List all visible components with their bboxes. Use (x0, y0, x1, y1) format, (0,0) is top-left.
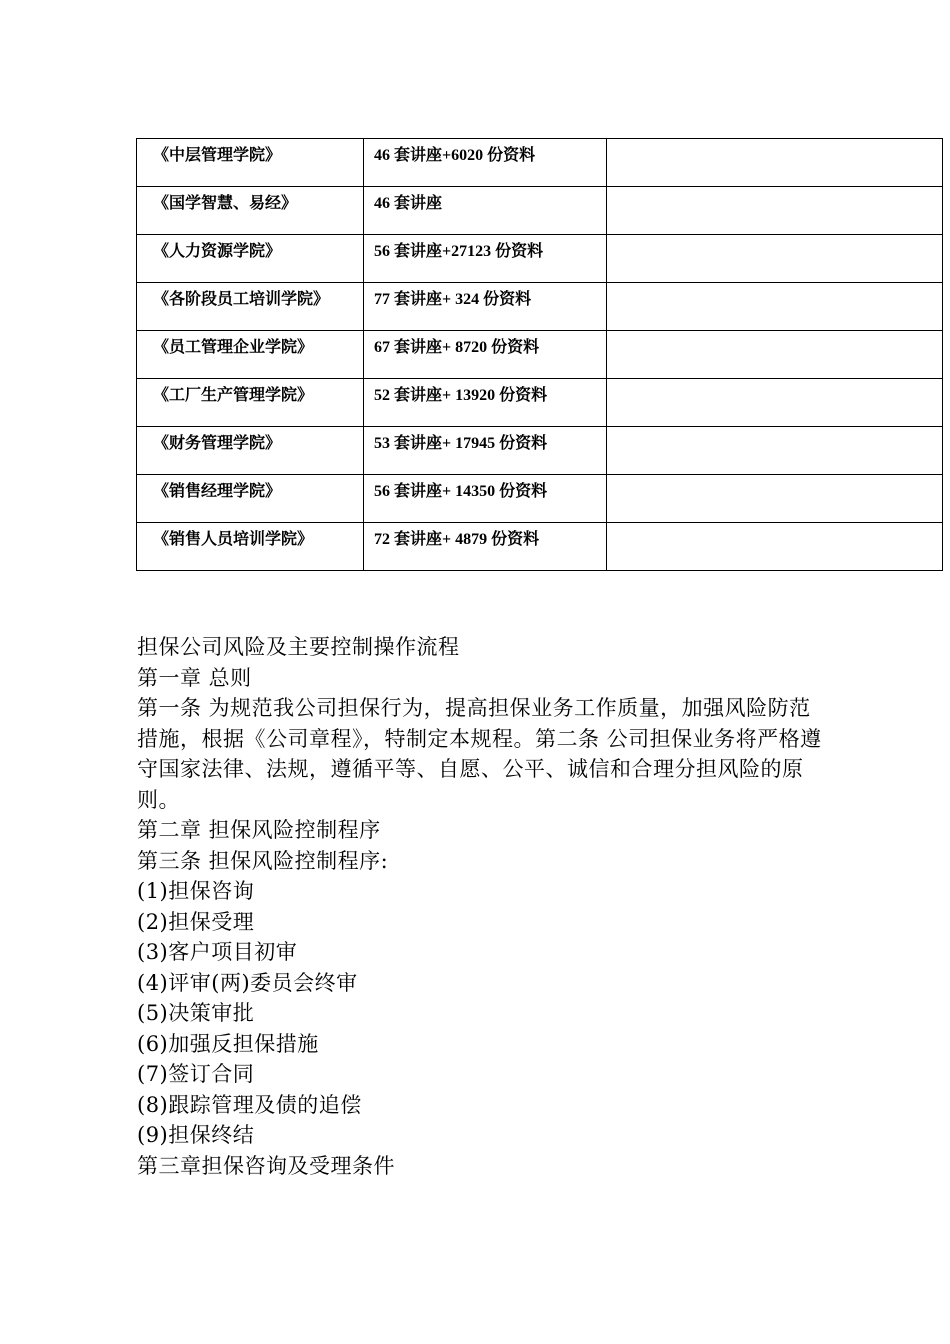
article-paragraph: 第三条 担保风险控制程序: (137, 848, 389, 873)
step-item: (2)担保受理 (137, 909, 255, 934)
step-item: (1)担保咨询 (137, 879, 255, 903)
academy-note (607, 427, 943, 475)
chapter-heading: 第三章担保咨询及受理条件 (137, 1153, 395, 1178)
academy-content: 46 套讲座+6020 份资料 (364, 139, 607, 187)
document-body (137, 632, 827, 1181)
academy-content: 56 套讲座+27123 份资料 (364, 235, 607, 283)
academy-name: 《销售经理学院》 (137, 475, 364, 523)
academy-content: 72 套讲座+ 4879 份资料 (364, 523, 607, 571)
academy-content: 67 套讲座+ 8720 份资料 (364, 331, 607, 379)
academy-note (607, 235, 943, 283)
step-item: (8)跟踪管理及债的追偿 (137, 1092, 362, 1117)
academy-name: 《中层管理学院》 (137, 139, 364, 187)
academy-content: 53 套讲座+ 17945 份资料 (364, 427, 607, 475)
article-paragraph: 第一条 为规范我公司担保行为，提高担保业务工作质量，加强风险防范措施，根据《公司章程》，特制定本规程。第二条 公司担保业务将严格遵守国家法律、法规，遵循平等、自愿、公平、诚信和合理分担风险的原则。 (137, 696, 822, 812)
step-item: (9)担保终结 (137, 1123, 255, 1147)
chapter-heading: 第二章 担保风险控制程序 (137, 818, 381, 842)
academy-name: 《各阶段员工培训学院》 (137, 283, 364, 331)
academy-note (607, 379, 943, 427)
step-item: (3)客户项目初审 (137, 940, 298, 964)
academy-name: 《工厂生产管理学院》 (137, 379, 364, 427)
course-catalog-table (136, 138, 943, 571)
table-row (137, 427, 943, 475)
academy-content: 77 套讲座+ 324 份资料 (364, 283, 607, 331)
table-row (137, 235, 943, 283)
step-item: (4)评审(两)委员会终审 (137, 970, 358, 995)
table-row (137, 283, 943, 331)
academy-note (607, 523, 943, 571)
academy-name: 《财务管理学院》 (137, 427, 364, 475)
document-title: 担保公司风险及主要控制操作流程 (137, 635, 460, 659)
academy-content: 52 套讲座+ 13920 份资料 (364, 379, 607, 427)
academy-name: 《销售人员培训学院》 (137, 523, 364, 571)
step-item: (6)加强反担保措施 (137, 1031, 319, 1056)
academy-content: 56 套讲座+ 14350 份资料 (364, 475, 607, 523)
academy-content: 46 套讲座 (364, 187, 607, 235)
chapter-heading: 第一章 总则 (137, 665, 252, 690)
step-item: (5)决策审批 (137, 1001, 255, 1025)
table-row (137, 187, 943, 235)
table-row (137, 331, 943, 379)
academy-name: 《国学智慧、易经》 (137, 187, 364, 235)
academy-name: 《人力资源学院》 (137, 235, 364, 283)
table-row (137, 139, 943, 187)
academy-note (607, 187, 943, 235)
academy-name: 《员工管理企业学院》 (137, 331, 364, 379)
table-row (137, 523, 943, 571)
academy-note (607, 139, 943, 187)
table-row (137, 379, 943, 427)
table-row (137, 475, 943, 523)
academy-note (607, 331, 943, 379)
step-item: (7)签订合同 (137, 1062, 255, 1086)
academy-note (607, 475, 943, 523)
academy-note (607, 283, 943, 331)
